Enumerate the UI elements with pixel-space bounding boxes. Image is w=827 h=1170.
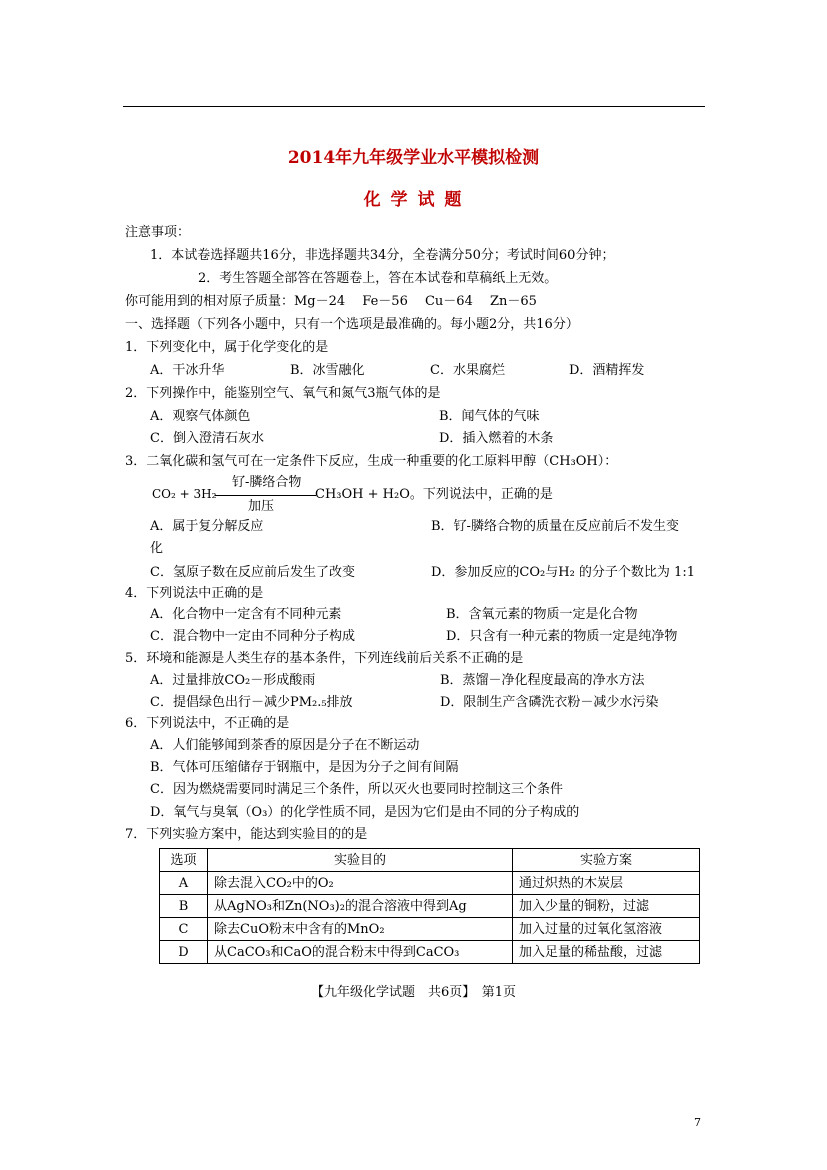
question-2-option-d: D．插入燃着的木条 [439, 431, 554, 446]
question-7-stem: 7．下列实验方案中，能达到实验目的的是 [125, 827, 368, 842]
table-cell: D [160, 941, 208, 964]
question-1-option-d: D．酒精挥发 [569, 363, 645, 378]
question-4-option-a: A．化合物中一定含有不同种元素 [150, 607, 342, 622]
reaction-reactants: CO₂ + 3H₂ [152, 487, 217, 501]
header-rule [123, 106, 705, 107]
question-4-option-b: B．含氧元素的物质一定是化合物 [446, 607, 638, 622]
question-4-option-c: C．混合物中一定由不同种分子构成 [150, 629, 355, 644]
question-2-option-b: B．闻气体的气味 [439, 409, 540, 424]
table-cell: 通过炽热的木炭层 [513, 872, 700, 895]
question-1-stem: 1．下列变化中，属于化学变化的是 [125, 340, 329, 355]
exam-title: 2014年九年级学业水平模拟检测 [287, 148, 540, 168]
question-3-option-a: A．属于复分解反应 [150, 519, 264, 534]
table-cell: 从CaCO₃和CaO的混合粉末中得到CaCO₃ [208, 941, 513, 964]
table-header-row [160, 849, 700, 872]
question-3-option-c: C．氢原子数在反应前后发生了改变 [150, 565, 355, 580]
question-6-option-c: C．因为燃烧需要同时满足三个条件，所以灭火也要同时控制这三个条件 [150, 782, 563, 797]
notice-item-1: 1．本试卷选择题共16分，非选择题共34分，全卷满分50分；考试时间60分钟； [150, 248, 615, 263]
table-cell: 加入过量的过氧化氢溶液 [513, 918, 700, 941]
question-6-option-d: D．氧气与臭氧（O₃）的化学性质不同，是因为它们是由不同的分子构成的 [150, 805, 580, 820]
table-row [160, 895, 700, 918]
question-3-option-d: D．参加反应的CO₂与H₂ 的分子个数比为 1:1 [431, 565, 695, 580]
question-2-option-a: A．观察气体颜色 [150, 409, 251, 424]
exam-subtitle: 化 学 试 题 [363, 190, 464, 210]
table-cell: 从AgNO₃和Zn(NO₃)₂的混合溶液中得到Ag [208, 895, 513, 918]
question-3-option-b: B．钌-膦络合物的质量在反应前后不发生变 [431, 519, 679, 534]
table-row [160, 918, 700, 941]
section-1-heading: 一、选择题（下列各小题中，只有一个选项是最准确的。每小题2分，共16分） [125, 317, 579, 332]
question-4-option-d: D．只含有一种元素的物质一定是纯净物 [446, 629, 678, 644]
page-number: 7 [694, 1116, 701, 1129]
reaction-condition-catalyst: 钌-膦络合物 [232, 475, 302, 490]
question-5-option-b: B．蒸馏－净化程度最高的净水方法 [440, 673, 645, 688]
question-1-option-a: A．干冰升华 [150, 363, 225, 378]
table-header-cell: 实验目的 [208, 849, 513, 872]
table-cell: 除去混入CO₂中的O₂ [208, 872, 513, 895]
question-2-option-c: C．倒入澄清石灰水 [150, 431, 264, 446]
experiment-table [159, 848, 700, 964]
notice-item-2: 2．考生答题全部答在答题卷上，答在本试卷和草稿纸上无效。 [198, 271, 558, 286]
question-6-stem: 6．下列说法中，不正确的是 [125, 716, 290, 731]
table-row [160, 872, 700, 895]
question-1-option-b: B．冰雪融化 [290, 363, 365, 378]
question-6-option-b: B．气体可压缩储存于钢瓶中，是因为分子之间有间隔 [150, 760, 459, 775]
table-cell: 除去CuO粉末中含有的MnO₂ [208, 918, 513, 941]
table-cell: C [160, 918, 208, 941]
atomic-mass-line: 你可能用到的相对原子质量：Mg－24 Fe－56 Cu－64 Zn－65 [125, 294, 537, 309]
question-3-option-b-continued: 化 [150, 541, 164, 556]
reaction-condition-pressure: 加压 [248, 499, 275, 514]
table-cell: 加入足量的稀盐酸，过滤 [513, 941, 700, 964]
table-cell: A [160, 872, 208, 895]
question-5-option-a: A．过量排放CO₂－形成酸雨 [150, 673, 316, 688]
reaction-arrow-bar [215, 495, 316, 496]
question-5-option-d: D．限制生产含磷洗衣粉－减少水污染 [440, 695, 659, 710]
question-5-option-c: C．提倡绿色出行－减少PM₂.₅排放 [150, 695, 353, 710]
question-5-stem: 5．环境和能源是人类生存的基本条件，下列连线前后关系不正确的是 [125, 651, 524, 666]
question-4-stem: 4．下列说法中正确的是 [125, 586, 264, 601]
table-row [160, 941, 700, 964]
table-cell: B [160, 895, 208, 918]
table-cell: 加入少量的铜粉，过滤 [513, 895, 700, 918]
question-2-stem: 2．下列操作中，能鉴别空气、氧气和氮气3瓶气体的是 [125, 386, 441, 401]
question-6-option-a: A．人们能够闻到茶香的原因是分子在不断运动 [150, 738, 420, 753]
page-footer: 【九年级化学试题 共6页】 第1页 [310, 985, 517, 1000]
notice-heading: 注意事项： [125, 225, 191, 240]
question-1-option-c: C．水果腐烂 [430, 363, 505, 378]
table-header-cell: 选项 [160, 849, 208, 872]
table-header-cell: 实验方案 [513, 849, 700, 872]
reaction-products: CH₃OH + H₂O。下列说法中，正确的是 [315, 487, 553, 502]
question-3-stem: 3．二氧化碳和氢气可在一定条件下反应，生成一种重要的化工原料甲醇（CH₃OH）： [125, 454, 618, 469]
